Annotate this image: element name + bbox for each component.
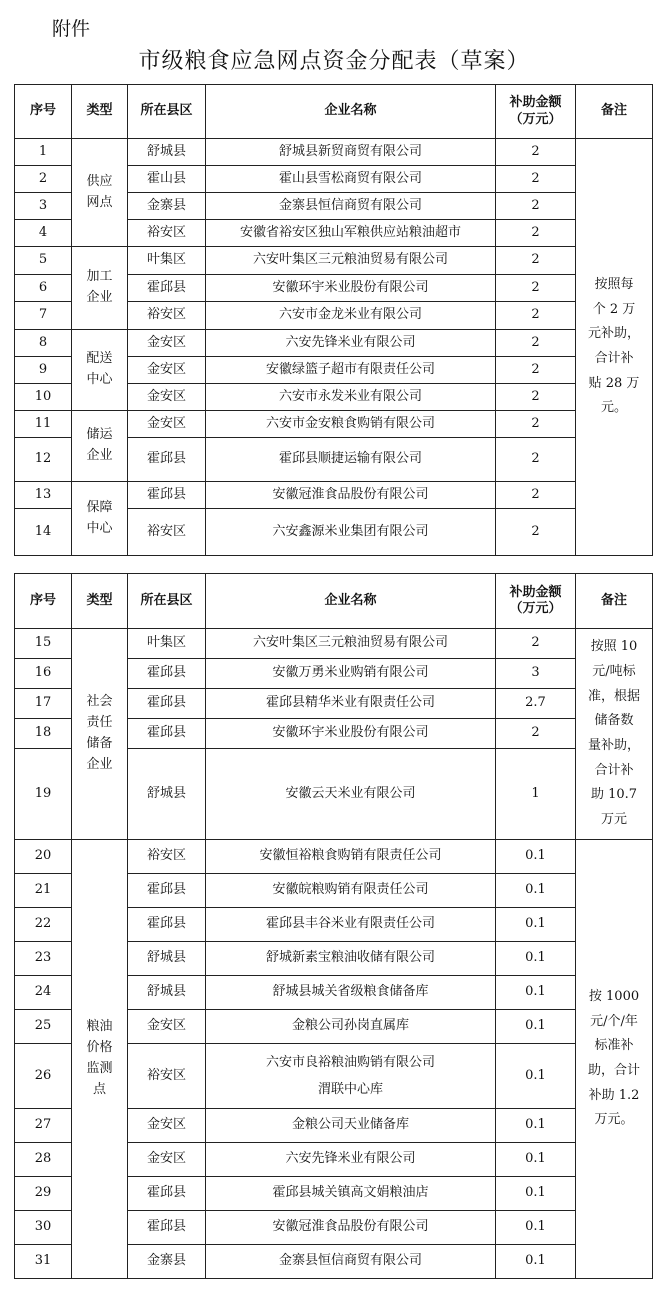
cell-seq: 21 [15,874,72,908]
cell-amount: 0.1 [496,874,576,908]
header-row [15,85,653,139]
table-row [15,139,653,166]
cell-note-line: 按 1000 [588,988,640,1004]
cell-seq: 5 [15,247,72,275]
cell-company: 六安市金龙米业有限公司 [206,302,496,330]
cell-type-line: 配送 [86,351,113,367]
cell-amount: 2 [496,247,576,275]
cell-note-line: 元/吨标 [592,663,636,679]
cell-amount: 2 [496,302,576,330]
cell-type-line: 价格 [86,1040,113,1056]
cell-seq: 22 [15,908,72,942]
cell-company: 金寨县恒信商贸有限公司 [206,1245,496,1279]
cell-note-line: 合计补 [594,762,634,778]
cell-type-line: 监测 [86,1061,113,1076]
header-type: 类型 [72,85,128,139]
header-company: 企业名称 [206,574,496,629]
cell-seq: 20 [15,840,72,874]
cell-company: 金粮公司天业储备库 [206,1109,496,1143]
cell-county: 金安区 [128,1143,206,1177]
cell-company: 安徽环宇米业股份有限公司 [206,719,496,749]
cell-company: 安徽环宇米业股份有限公司 [206,275,496,302]
cell-county: 舒城县 [128,749,206,840]
cell-company: 安徽云天米业有限公司 [206,749,496,840]
cell-county: 金安区 [128,384,206,411]
cell-amount: 2 [496,482,576,509]
header-amount-line2: （万元） [509,111,562,127]
cell-seq: 2 [15,166,72,193]
cell-county: 金寨县 [128,193,206,220]
cell-seq: 14 [15,509,72,556]
cell-seq: 28 [15,1143,72,1177]
cell-company: 安徽冠淮食品股份有限公司 [206,1211,496,1245]
cell-amount: 2 [496,357,576,384]
cell-company: 六安先锋米业有限公司 [206,330,496,357]
cell-county: 霍山县 [128,166,206,193]
cell-county: 金安区 [128,1010,206,1044]
header-amount [496,85,576,139]
cell-type-line: 供应 [86,173,113,189]
cell-county: 叶集区 [128,247,206,275]
cell-company: 霍邱县顺捷运输有限公司 [206,438,496,482]
cell-note-line: 按照每 [594,276,634,292]
cell-county: 裕安区 [128,509,206,556]
cell-seq: 16 [15,659,72,689]
cell-amount: 2 [496,509,576,556]
cell-seq: 18 [15,719,72,749]
cell-seq: 13 [15,482,72,509]
cell-note-line: 储备数 [594,713,634,729]
cell-company: 舒城县城关省级粮食储备库 [206,976,496,1010]
attachment-label: 附件 [52,18,91,40]
cell-company [206,1044,496,1109]
cell-company: 安徽绿篮子超市有限责任公司 [206,357,496,384]
cell-county: 金安区 [128,357,206,384]
header-note: 备注 [576,574,653,629]
cell-amount: 2 [496,166,576,193]
cell-county: 裕安区 [128,1044,206,1109]
cell-amount: 2 [496,438,576,482]
cell-amount: 0.1 [496,1177,576,1211]
allocation-table-2 [14,573,653,1279]
cell-amount: 0.1 [496,942,576,976]
table-row [15,330,653,357]
cell-company: 安徽皖粮购销有限责任公司 [206,874,496,908]
cell-seq: 31 [15,1245,72,1279]
cell-amount: 0.1 [496,1044,576,1109]
cell-seq: 8 [15,330,72,357]
cell-type-line: 点 [92,1081,106,1097]
header-company: 企业名称 [206,85,496,139]
cell-seq: 19 [15,749,72,840]
table-row [15,482,653,509]
allocation-table-1 [14,84,653,556]
cell-type-line: 粮油 [86,1019,113,1035]
cell-county: 叶集区 [128,629,206,659]
cell-note-line: 助 10.7 [590,787,638,803]
cell-type-line: 网点 [86,194,113,210]
cell-note-line: 标准补 [594,1038,634,1054]
table-row [15,247,653,275]
cell-amount: 0.1 [496,976,576,1010]
cell-type [72,139,128,247]
cell-seq: 26 [15,1044,72,1109]
cell-note-line: 助，合计 [587,1063,640,1078]
cell-seq: 1 [15,139,72,166]
header-seq: 序号 [15,574,72,629]
cell-county: 霍邱县 [128,1211,206,1245]
header-amount-line1: 补助金额 [509,584,562,600]
cell-amount: 2.7 [496,689,576,719]
cell-type-line: 责任 [86,715,113,731]
cell-seq: 27 [15,1109,72,1143]
cell-seq: 17 [15,689,72,719]
cell-county: 金安区 [128,1109,206,1143]
cell-county: 金安区 [128,411,206,438]
cell-amount: 0.1 [496,1010,576,1044]
cell-seq: 25 [15,1010,72,1044]
cell-county: 霍邱县 [128,1177,206,1211]
cell-type-line: 加工 [86,269,113,285]
cell-company: 金寨县恒信商贸有限公司 [206,193,496,220]
cell-type [72,482,128,556]
cell-company: 霍邱县城关镇高文娟粮油店 [206,1177,496,1211]
cell-note-line: 万元。 [594,1112,634,1128]
cell-seq: 12 [15,438,72,482]
cell-type [72,330,128,411]
cell-type-line: 社会 [86,694,113,710]
cell-type-line: 中心 [86,372,113,387]
cell-note-line: 万元 [600,812,627,828]
cell-seq: 9 [15,357,72,384]
cell-seq: 30 [15,1211,72,1245]
cell-county: 霍邱县 [128,659,206,689]
cell-note-line: 按照 10 [590,639,638,655]
cell-company: 安徽万勇米业购销有限公司 [206,659,496,689]
cell-note-line: 元补助， [587,326,640,342]
cell-note [576,840,653,1279]
cell-company-line: 渭联中心库 [317,1082,383,1097]
cell-amount: 2 [496,139,576,166]
cell-county: 霍邱县 [128,689,206,719]
cell-note-line: 元。 [600,400,627,416]
cell-seq: 10 [15,384,72,411]
header-note: 备注 [576,85,653,139]
cell-company: 安徽冠淮食品股份有限公司 [206,482,496,509]
cell-company: 六安叶集区三元粮油贸易有限公司 [206,247,496,275]
header-row [15,574,653,629]
table-row [15,629,653,659]
cell-amount: 0.1 [496,840,576,874]
cell-seq: 29 [15,1177,72,1211]
cell-note-line: 元/个/年 [590,1013,638,1029]
cell-amount: 2 [496,719,576,749]
cell-county: 裕安区 [128,840,206,874]
cell-amount: 0.1 [496,1109,576,1143]
cell-amount: 1 [496,749,576,840]
cell-amount: 2 [496,629,576,659]
cell-company: 金粮公司孙岗直属库 [206,1010,496,1044]
cell-amount: 0.1 [496,1245,576,1279]
table-row [15,411,653,438]
cell-amount: 2 [496,330,576,357]
cell-company: 六安叶集区三元粮油贸易有限公司 [206,629,496,659]
cell-company: 六安市金安粮食购销有限公司 [206,411,496,438]
cell-county: 裕安区 [128,220,206,247]
cell-company: 霍邱县丰谷米业有限责任公司 [206,908,496,942]
cell-amount: 2 [496,220,576,247]
cell-county: 霍邱县 [128,438,206,482]
cell-county: 霍邱县 [128,719,206,749]
cell-company: 六安鑫源米业集团有限公司 [206,509,496,556]
header-amount-line2: （万元） [509,601,562,616]
cell-county: 霍邱县 [128,908,206,942]
header-county: 所在县区 [128,574,206,629]
cell-amount: 0.1 [496,1143,576,1177]
cell-type [72,411,128,482]
cell-note-line: 个 2 万 [592,301,636,317]
cell-amount: 0.1 [496,1211,576,1245]
cell-company: 六安市永发米业有限公司 [206,384,496,411]
cell-seq: 7 [15,302,72,330]
cell-note [576,139,653,556]
cell-county: 霍邱县 [128,874,206,908]
cell-county: 舒城县 [128,942,206,976]
cell-type-line: 企业 [86,290,113,305]
cell-type [72,840,128,1279]
cell-seq: 15 [15,629,72,659]
cell-type-line: 保障 [86,499,113,515]
cell-seq: 6 [15,275,72,302]
cell-seq: 23 [15,942,72,976]
cell-company: 六安先锋米业有限公司 [206,1143,496,1177]
page-title: 市级粮食应急网点资金分配表（草案） [138,49,530,74]
cell-type-line: 企业 [86,756,113,772]
cell-county: 舒城县 [128,139,206,166]
cell-type-line: 企业 [86,448,113,463]
cell-county: 金寨县 [128,1245,206,1279]
cell-amount: 2 [496,384,576,411]
cell-seq: 11 [15,411,72,438]
cell-amount: 2 [496,275,576,302]
cell-note-line: 补助 1.2 [588,1087,640,1103]
cell-type-line: 储运 [86,427,113,443]
cell-company: 霍山县雪松商贸有限公司 [206,166,496,193]
cell-seq: 3 [15,193,72,220]
cell-company: 安徽恒裕粮食购销有限责任公司 [206,840,496,874]
cell-company-line: 六安市良裕粮油购销有限公司 [265,1054,435,1070]
cell-type [72,629,128,840]
table-row [15,840,653,874]
cell-note-line: 合计补 [594,351,634,366]
cell-company: 舒城县新贸商贸有限公司 [206,139,496,166]
cell-county: 霍邱县 [128,275,206,302]
cell-county: 裕安区 [128,302,206,330]
cell-company: 安徽省裕安区独山军粮供应站粮油超市 [206,220,496,247]
cell-county: 金安区 [128,330,206,357]
header-county: 所在县区 [128,85,206,139]
cell-note [576,629,653,840]
cell-company: 霍邱县精华米业有限责任公司 [206,689,496,719]
cell-county: 舒城县 [128,976,206,1010]
cell-note-line: 贴 28 万 [588,375,640,391]
header-type: 类型 [72,574,128,629]
cell-amount: 2 [496,193,576,220]
cell-type [72,247,128,330]
header-amount [496,574,576,629]
cell-company: 舒城新素宝粮油收储有限公司 [206,942,496,976]
cell-type-line: 储备 [86,736,113,751]
cell-amount: 2 [496,411,576,438]
header-seq: 序号 [15,85,72,139]
cell-seq: 4 [15,220,72,247]
cell-amount: 3 [496,659,576,689]
cell-amount: 0.1 [496,908,576,942]
cell-note-line: 准，根据 [587,688,640,704]
cell-type-line: 中心 [86,520,113,536]
cell-note-line: 量补助， [587,738,640,753]
cell-seq: 24 [15,976,72,1010]
cell-county: 霍邱县 [128,482,206,509]
header-amount-line1: 补助金额 [509,95,562,111]
